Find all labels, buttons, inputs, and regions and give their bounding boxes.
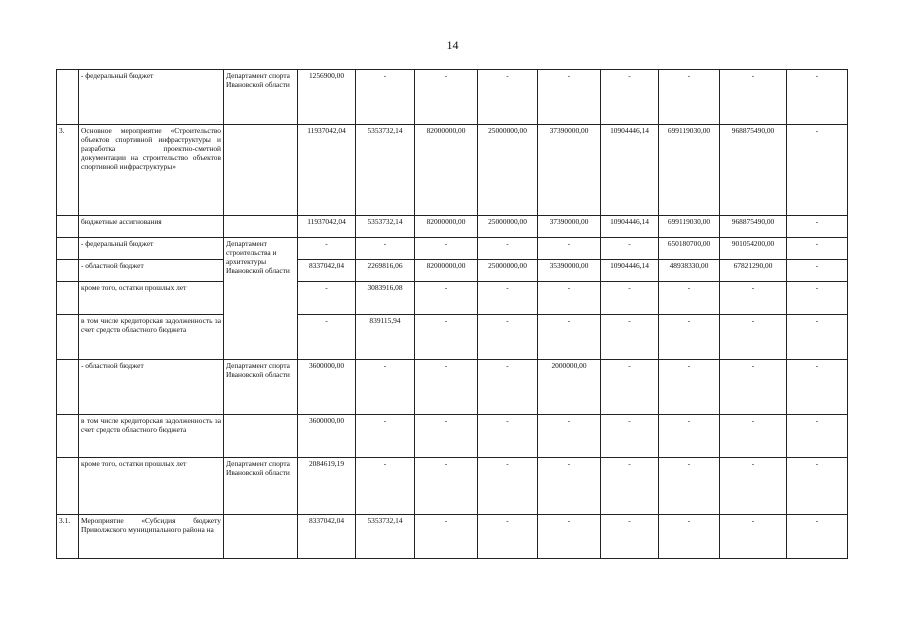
row-value: - xyxy=(415,360,478,415)
row-value: - xyxy=(298,238,356,260)
row-value: - xyxy=(720,282,787,315)
row-value: - xyxy=(478,360,538,415)
page-number: 14 xyxy=(446,38,459,52)
row-value: - xyxy=(478,238,538,260)
row-value: 839115,94 xyxy=(356,315,415,360)
row-value: 650180700,00 xyxy=(659,238,720,260)
row-value: - xyxy=(787,70,848,125)
table-row xyxy=(57,360,848,415)
row-executor: Департамент спорта Ивановской области xyxy=(224,360,298,415)
row-value: - xyxy=(787,415,848,458)
row-value: - xyxy=(659,360,720,415)
row-value: - xyxy=(601,360,659,415)
row-value: 37390000,00 xyxy=(538,216,601,238)
row-number: 3.1. xyxy=(57,515,79,559)
row-value: 25000000,00 xyxy=(478,216,538,238)
row-value: 5353732,14 xyxy=(356,125,415,216)
row-value: - xyxy=(298,315,356,360)
row-value: - xyxy=(787,282,848,315)
row-name: бюджетные ассигнования xyxy=(79,216,224,238)
row-value: - xyxy=(601,70,659,125)
row-value: 3600000,00 xyxy=(298,415,356,458)
row-executor xyxy=(224,515,298,559)
row-value: 67821290,00 xyxy=(720,260,787,282)
row-value: - xyxy=(787,125,848,216)
row-value: 1256900,00 xyxy=(298,70,356,125)
row-value: 11937042,04 xyxy=(298,125,356,216)
row-name: в том числе кредиторская задолженность за счет средств областного бюджета xyxy=(79,415,224,458)
row-value: - xyxy=(356,415,415,458)
row-executor xyxy=(224,125,298,216)
row-value: 35390000,00 xyxy=(538,260,601,282)
row-value: 699119030,00 xyxy=(659,216,720,238)
row-value: - xyxy=(601,415,659,458)
row-value: - xyxy=(659,315,720,360)
row-value: 82000000,00 xyxy=(415,125,478,216)
row-value: 3600000,00 xyxy=(298,360,356,415)
row-value: - xyxy=(659,282,720,315)
row-value: - xyxy=(415,515,478,559)
row-value: - xyxy=(787,238,848,260)
row-value: 5353732,14 xyxy=(356,515,415,559)
row-value: - xyxy=(356,458,415,515)
row-value: 8337042,04 xyxy=(298,515,356,559)
row-value: - xyxy=(478,458,538,515)
row-value: 82000000,00 xyxy=(415,216,478,238)
row-value: - xyxy=(601,515,659,559)
row-number xyxy=(57,282,79,315)
table-row xyxy=(57,458,848,515)
row-value: - xyxy=(415,315,478,360)
row-value: 82000000,00 xyxy=(415,260,478,282)
row-value: - xyxy=(478,282,538,315)
row-value: - xyxy=(415,70,478,125)
row-value: - xyxy=(787,458,848,515)
row-number xyxy=(57,70,79,125)
row-name: - областной бюджет xyxy=(79,260,224,282)
row-value: - xyxy=(787,315,848,360)
row-value: - xyxy=(787,260,848,282)
row-number xyxy=(57,238,79,260)
row-value: - xyxy=(356,70,415,125)
table-row xyxy=(57,415,848,458)
row-number xyxy=(57,216,79,238)
row-value: - xyxy=(538,70,601,125)
row-value: - xyxy=(720,458,787,515)
table-row xyxy=(57,70,848,125)
row-value: 968875490,00 xyxy=(720,125,787,216)
row-name: Основное мероприятие «Строительство объектов спортивной инфраструктуры и разработка проектно-сметной документации на строительство объектов спортивной инфраструктуры» xyxy=(79,125,224,216)
row-value: - xyxy=(601,315,659,360)
row-value: - xyxy=(787,515,848,559)
row-value: - xyxy=(659,70,720,125)
row-value: - xyxy=(478,70,538,125)
row-value: 3083916,08 xyxy=(356,282,415,315)
row-value: - xyxy=(787,360,848,415)
row-value: 25000000,00 xyxy=(478,260,538,282)
row-value: - xyxy=(787,216,848,238)
row-number xyxy=(57,360,79,415)
row-value: - xyxy=(298,282,356,315)
table-row xyxy=(57,315,848,360)
row-value: 2084619,19 xyxy=(298,458,356,515)
row-value: - xyxy=(415,238,478,260)
row-value: 37390000,00 xyxy=(538,125,601,216)
row-value: 8337042,04 xyxy=(298,260,356,282)
row-value: - xyxy=(356,360,415,415)
row-value: - xyxy=(720,70,787,125)
budget-table xyxy=(56,69,848,559)
row-value: - xyxy=(720,515,787,559)
row-number xyxy=(57,260,79,282)
row-value: - xyxy=(415,415,478,458)
row-number xyxy=(57,415,79,458)
row-value: - xyxy=(601,238,659,260)
row-value: - xyxy=(601,282,659,315)
row-value: 968875490,00 xyxy=(720,216,787,238)
row-value: 901054200,00 xyxy=(720,238,787,260)
row-value: 11937042,04 xyxy=(298,216,356,238)
row-name: - областной бюджет xyxy=(79,360,224,415)
row-value: 25000000,00 xyxy=(478,125,538,216)
row-name: - федеральный бюджет xyxy=(79,238,224,260)
row-value: 699119030,00 xyxy=(659,125,720,216)
row-value: - xyxy=(538,315,601,360)
row-value: - xyxy=(720,315,787,360)
row-name: - федеральный бюджет xyxy=(79,70,224,125)
table-row xyxy=(57,238,848,260)
row-value: 5353732,14 xyxy=(356,216,415,238)
row-value: - xyxy=(538,458,601,515)
table-row xyxy=(57,260,848,282)
row-value: - xyxy=(659,515,720,559)
row-value: - xyxy=(659,415,720,458)
row-value: - xyxy=(601,458,659,515)
table-row xyxy=(57,216,848,238)
row-value: - xyxy=(478,315,538,360)
row-executor: Департамент спорта Ивановской области xyxy=(224,458,298,515)
row-number xyxy=(57,315,79,360)
row-value: - xyxy=(415,458,478,515)
row-name: кроме того, остатки прошлых лет xyxy=(79,282,224,315)
row-value: - xyxy=(538,415,601,458)
row-value: 10904446,14 xyxy=(601,125,659,216)
row-value: - xyxy=(478,515,538,559)
table-row xyxy=(57,282,848,315)
row-value: - xyxy=(538,238,601,260)
row-executor xyxy=(224,415,298,458)
row-name: кроме того, остатки прошлых лет xyxy=(79,458,224,515)
row-value: - xyxy=(538,515,601,559)
row-value: 10904446,14 xyxy=(601,260,659,282)
row-value: - xyxy=(356,238,415,260)
row-number: 3. xyxy=(57,125,79,216)
row-name: Мероприятие «Субсидия бюджету Приволжского муниципального района на xyxy=(79,515,224,559)
row-value: - xyxy=(478,415,538,458)
row-number xyxy=(57,458,79,515)
row-value: - xyxy=(720,415,787,458)
row-value: 2000000,00 xyxy=(538,360,601,415)
row-value: - xyxy=(720,360,787,415)
row-value: - xyxy=(659,458,720,515)
row-value: 10904446,14 xyxy=(601,216,659,238)
row-executor: Департамент строительства и архитектуры Ивановской области xyxy=(224,238,298,360)
row-value: 48938330,00 xyxy=(659,260,720,282)
row-value: - xyxy=(538,282,601,315)
row-executor: Департамент спорта Ивановской области xyxy=(224,70,298,125)
row-value: 2269816,06 xyxy=(356,260,415,282)
row-executor xyxy=(224,216,298,238)
row-name: в том числе кредиторская задолженность за счет средств областного бюджета xyxy=(79,315,224,360)
row-value: - xyxy=(415,282,478,315)
table-row xyxy=(57,125,848,216)
table-row xyxy=(57,515,848,559)
